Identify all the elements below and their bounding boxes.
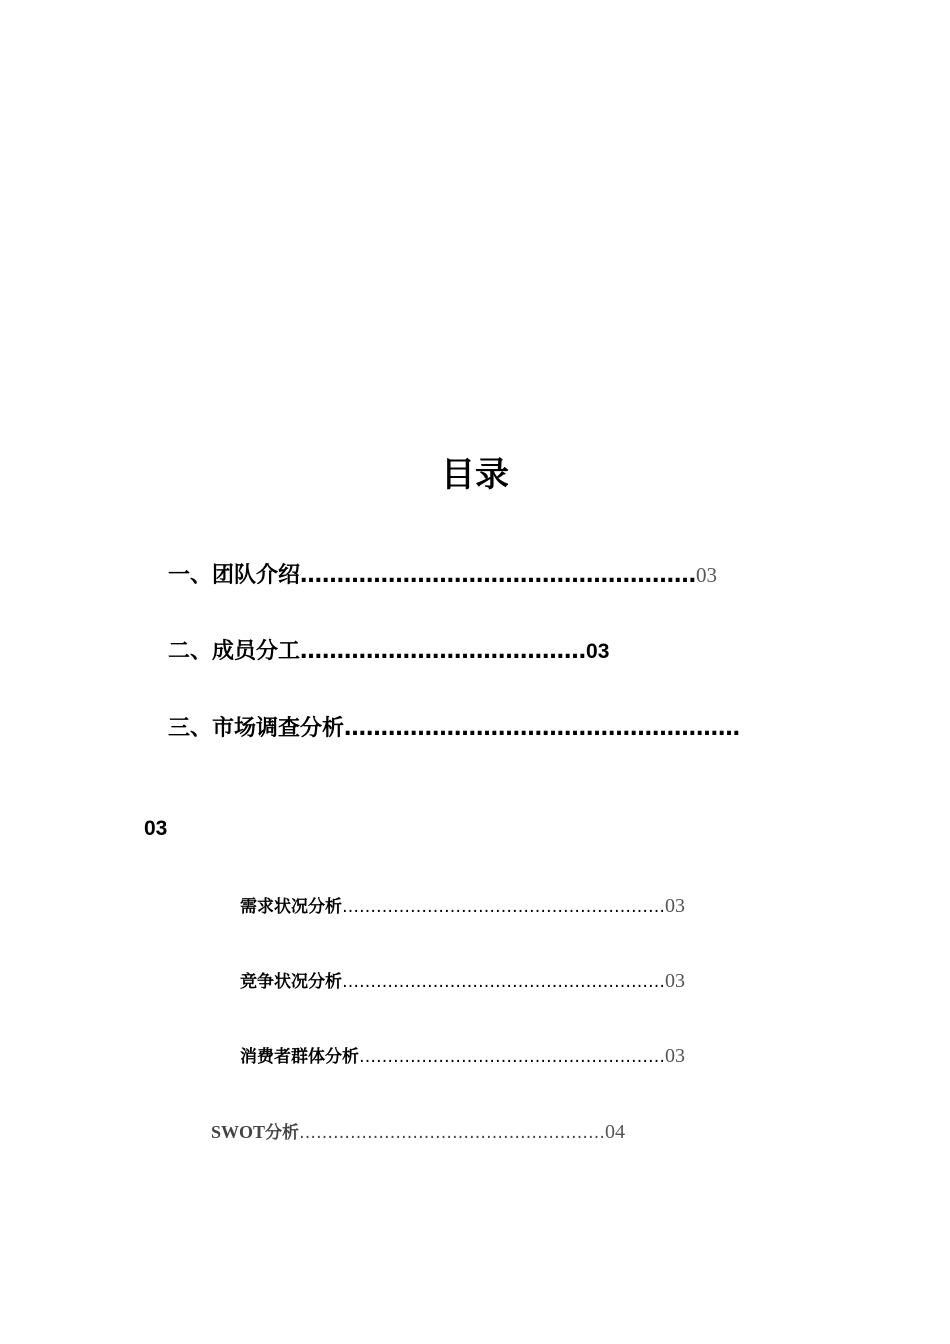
toc-entry-page: 03 [144,817,168,840]
toc-entry-member-roles[interactable] [168,637,609,667]
toc-entry-swot-analysis[interactable] [211,1117,625,1148]
toc-entry-consumer-analysis[interactable] [240,1041,685,1072]
toc-entry-market-research[interactable] [168,714,740,744]
toc-entry-page: 03 [665,895,685,917]
toc-entry-page: 03 [586,640,610,663]
toc-entry-label: 竞争状况分析 [240,972,342,992]
toc-entry-demand-analysis[interactable] [240,891,685,922]
toc-entry-leader: ………………………………………………… [342,972,665,992]
toc-entry-label-latin: SWOT [211,1122,266,1142]
toc-entry-page: 04 [605,1121,626,1143]
toc-entry-leader: ………………………………… [300,639,587,664]
toc-entry-label: 一、团队介绍 [168,563,301,588]
toc-entry-label: 二、成员分工 [168,639,301,664]
toc-entry-label: 分析 [265,1123,300,1143]
toc-entry-page: 03 [665,970,685,992]
toc-entry-leader: ……………………………………………… [299,1123,606,1143]
toc-entry-market-research-page[interactable] [144,814,167,844]
toc-entry-label: 三、市场调查分析 [168,716,345,741]
toc-entry-competition-analysis[interactable] [240,966,685,997]
toc-entry-label: 需求状况分析 [240,897,342,917]
toc-entry-label: 消费者群体分析 [240,1047,359,1067]
toc-entry-page: 03 [665,1045,685,1067]
toc-entry-team-intro[interactable] [168,560,717,591]
toc-entry-leader: ……………………………………………… [359,1047,665,1067]
toc-entry-leader: ……………………………………………… [344,716,741,741]
toc-entry-leader: ………………………………………………… [342,897,665,917]
toc-entry-page: 03 [696,563,718,587]
toc-entry-leader: ……………………………………………… [300,563,697,588]
toc-title: 目录 [441,455,509,495]
